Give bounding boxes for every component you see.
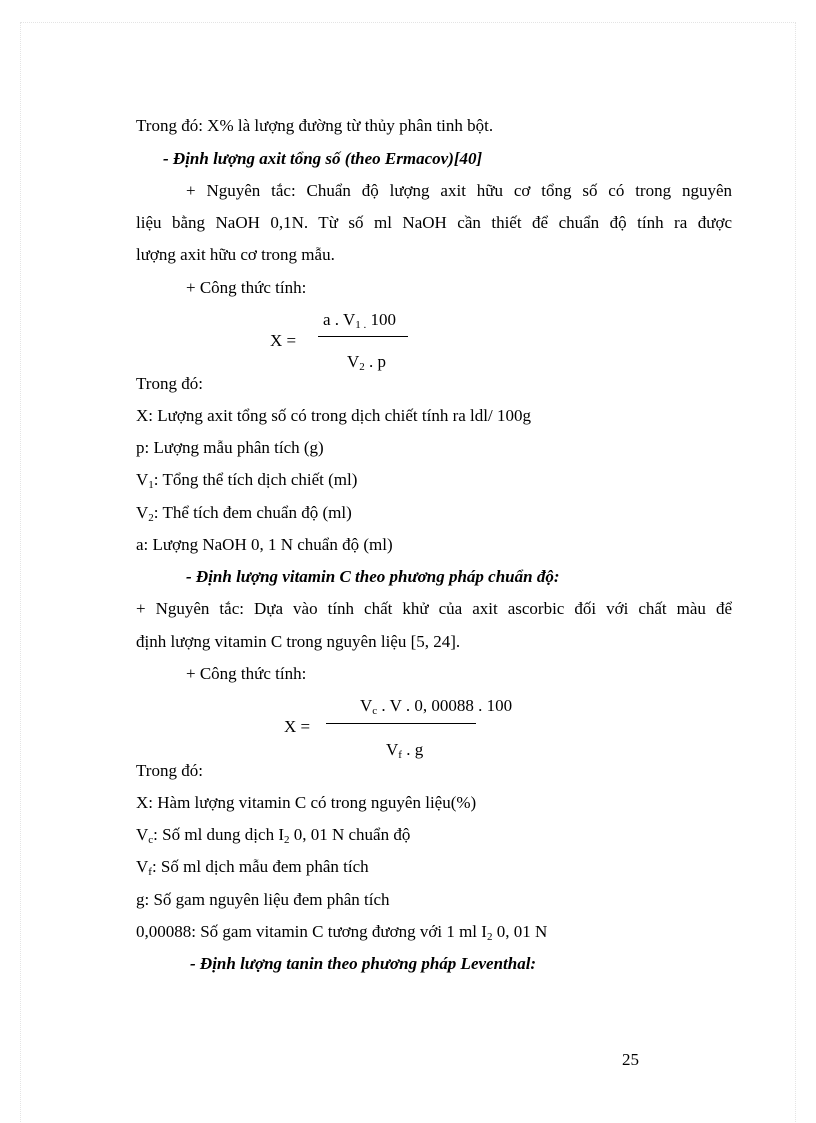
vitc-formula-lhs: X = <box>284 717 311 736</box>
acid-principle-line-3: lượng axit hữu cơ trong mẫu. <box>136 245 335 264</box>
vitc-principle-line-1: + Nguyên tắc: Dựa vào tính chất khử của axit ascorbic đối với chất màu để <box>136 599 732 618</box>
heading-vitc: - Định lượng vitamin C theo phương pháp chuẩn độ: <box>186 567 560 586</box>
acid-formula-numerator: a . $V_{1 .}$ 100 <box>323 310 397 331</box>
heading-acid: - Định lượng axit tổng số (theo Ermacov)[40] <box>163 149 483 168</box>
page-number: 25 <box>622 1050 639 1069</box>
vitc-formula-denominator: $V_f$ . g <box>386 740 424 761</box>
vitc-formula-fraction-bar <box>326 723 476 724</box>
acid-def-x: X: Lượng axit tổng số có trong dịch chiết tính ra ldl/ 100g <box>136 406 531 425</box>
acid-principle-line-1: + Nguyên tắc: Chuẩn độ lượng axit hữu cơ tổng số có trong nguyên <box>186 181 732 200</box>
vitc-def-vf: $V_f$: Số ml dịch mẫu đem phân tích <box>136 857 369 878</box>
vitc-def-vc: $V_c$: Số ml dung dịch $I_2$ 0, 01 N chuẩn độ <box>136 825 411 846</box>
vitc-principle-line-2: định lượng vitamin C trong nguyên liệu [5, 24]. <box>136 632 461 651</box>
acid-formula-denominator: $V_2$ . p <box>347 352 387 373</box>
acid-formula-lhs: X = <box>270 331 297 350</box>
vitc-def-x: X: Hàm lượng vitamin C có trong nguyên liệu(%) <box>136 793 477 812</box>
vitc-formula-label: + Công thức tính: <box>186 664 307 683</box>
vitc-def-g: g: Số gam nguyên liệu đem phân tích <box>136 890 390 909</box>
intro-line: Trong đó: X% là lượng đường từ thủy phân tinh bột. <box>136 116 494 135</box>
vitc-where: Trong đó: <box>136 761 203 780</box>
heading-tanin: - Định lượng tanin theo phương pháp Leventhal: <box>190 954 537 973</box>
acid-formula-label: + Công thức tính: <box>186 278 307 297</box>
acid-where: Trong đó: <box>136 374 203 393</box>
acid-formula-fraction-bar <box>318 336 408 337</box>
acid-def-a: a: Lượng NaOH 0, 1 N chuẩn độ (ml) <box>136 535 393 554</box>
acid-def-v1: $V_1$: Tổng thể tích dịch chiết (ml) <box>136 470 358 491</box>
acid-def-v2: $V_2$: Thể tích đem chuẩn độ (ml) <box>136 503 352 524</box>
acid-principle-line-2: liệu bằng NaOH 0,1N. Từ số ml NaOH cần thiết để chuẩn độ tính ra được <box>136 213 732 232</box>
vitc-formula-numerator: $V_c$ . V . 0, 00088 . 100 <box>360 696 513 717</box>
acid-def-p: p: Lượng mẫu phân tích (g) <box>136 438 324 457</box>
vitc-def-constant: 0,00088: Số gam vitamin C tương đương với 1 ml $I_2$ 0, 01 N <box>136 922 548 943</box>
